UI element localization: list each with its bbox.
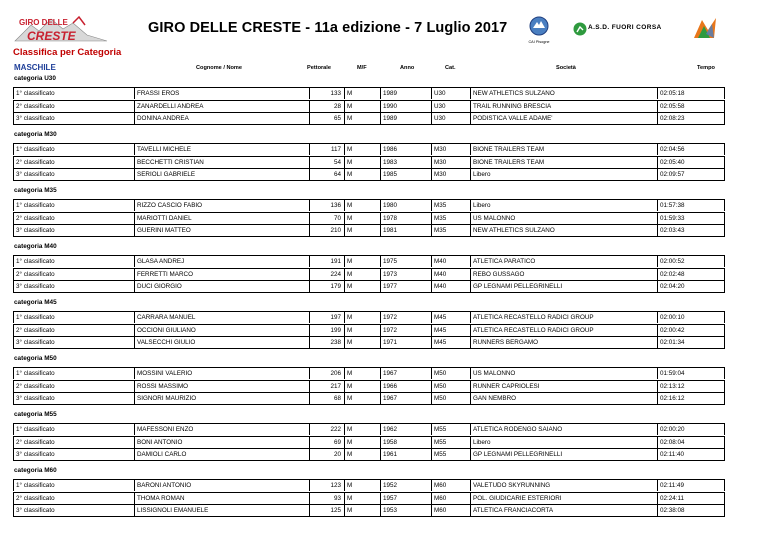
cell-bib: 133 [309,88,344,99]
cell-year: 1957 [380,493,431,504]
cell-name: ROSSI MASSIMO [134,381,309,392]
cell-sex: M [344,325,380,336]
cell-place: 3° classificato [16,171,55,178]
cell-sex: M [344,424,380,435]
header-sex: M/F [357,65,367,71]
cell-time: 02:00:20 [657,424,726,435]
cell-time: 02:13:12 [657,381,726,392]
category-label: categoria M50 [14,355,57,362]
cell-time: 02:05:40 [657,157,726,168]
cell-bib: 238 [309,337,344,348]
cell-sex: M [344,312,380,323]
cell-place: 1° classificato [16,90,55,97]
cell-place: 2° classificato [16,214,55,222]
cell-cat: M45 [431,325,470,336]
cell-bib: 197 [309,312,344,323]
cell-year: 1981 [380,225,431,236]
cell-year: 1978 [380,213,431,224]
cell-place: 1° classificato [16,482,55,489]
logo-text-top: GIRO DELLE [19,18,68,27]
cell-year: 1958 [380,437,431,448]
cell-place: 3° classificato [16,227,55,234]
table-row [13,324,725,336]
table-row [13,143,725,155]
cell-cat: M35 [431,213,470,224]
cell-cat: M40 [431,256,470,267]
section-maschile: MASCHILE [14,63,56,72]
cell-club: TRAIL RUNNING BRESCIA [470,101,657,112]
table-row [13,87,725,99]
cell-club: RUNNERS BERGAMO [470,337,657,348]
cell-name: DAMIOLI CARLO [134,449,309,460]
cell-time: 02:24:11 [657,493,726,504]
cell-name: OCCIONI GIULIANO [134,325,309,336]
cell-name: TAVELLI MICHELE [134,144,309,155]
cell-year: 1972 [380,312,431,323]
cell-bib: 217 [309,381,344,392]
cell-club: BIONE TRAILERS TEAM [470,157,657,168]
cell-place: 2° classificato [16,270,55,278]
table-row [13,392,725,405]
header-bib: Pettorale [307,65,331,71]
cell-place: 2° classificato [16,326,55,334]
cell-year: 1990 [380,101,431,112]
cai-caption: CAI Pisogne [528,40,550,44]
cell-year: 1971 [380,337,431,348]
cell-club: BIONE TRAILERS TEAM [470,144,657,155]
table-row [13,492,725,504]
cell-time: 01:57:38 [657,200,726,211]
cell-name: DUCI GIORGIO [134,281,309,292]
cell-sex: M [344,225,380,236]
cell-club: PODISTICA VALLE ADAME' [470,113,657,124]
cell-cat: M35 [431,200,470,211]
cell-club: NEW ATHLETICS SULZANO [470,225,657,236]
cell-name: MAFESSONI ENZO [134,424,309,435]
table-row [13,436,725,448]
category-label: categoria U30 [14,75,56,82]
cell-bib: 20 [309,449,344,460]
cell-year: 1977 [380,281,431,292]
cell-sex: M [344,169,380,180]
table-row [13,255,725,267]
cell-bib: 125 [309,505,344,516]
cell-year: 1962 [380,424,431,435]
category-label: categoria M35 [14,187,57,194]
table-row [13,504,725,517]
cell-bib: 70 [309,213,344,224]
cell-name: GLASA ANDREJ [134,256,309,267]
cell-club: GAN NEMBRO [470,393,657,404]
cell-sex: M [344,449,380,460]
cell-name: FERRETTI MARCO [134,269,309,280]
cell-club: ATLETICA RECASTELLO RADICI GROUP [470,325,657,336]
cell-time: 02:11:40 [657,449,726,460]
cell-place: 3° classificato [16,283,55,290]
table-row [13,448,725,461]
cell-sex: M [344,157,380,168]
cell-year: 1985 [380,169,431,180]
cell-cat: M45 [431,312,470,323]
cell-year: 1989 [380,113,431,124]
cell-cat: M30 [431,157,470,168]
table-row [13,479,725,491]
table-row [13,212,725,224]
cell-sex: M [344,480,380,491]
page-title: GIRO DELLE CRESTE - 11a edizione - 7 Luglio 2017 [148,20,508,36]
cell-time: 02:03:43 [657,225,726,236]
cell-year: 1961 [380,449,431,460]
cell-cat: U30 [431,113,470,124]
cell-sex: M [344,269,380,280]
cell-place: 2° classificato [16,158,55,166]
event-logo [13,13,109,45]
cell-year: 1975 [380,256,431,267]
table-row [13,423,725,435]
cell-sex: M [344,381,380,392]
header-name: Cognome / Nome [196,65,242,71]
header-year: Anno [400,65,415,71]
cell-name: SERIOLI GABRIELE [134,169,309,180]
cell-sex: M [344,101,380,112]
cell-club: ATLETICA FRANCIACORTA [470,505,657,516]
cell-bib: 136 [309,200,344,211]
cell-cat: M50 [431,368,470,379]
cell-bib: 179 [309,281,344,292]
table-row [13,268,725,280]
cell-name: RIZZO CASCIO FABIO [134,200,309,211]
cell-cat: M30 [431,144,470,155]
cai-logo [526,15,552,45]
cell-place: 2° classificato [16,494,55,502]
cell-cat: M50 [431,381,470,392]
cell-time: 02:01:34 [657,337,726,348]
table-row [13,100,725,112]
header-club: Società [556,65,576,71]
category-label: categoria M45 [14,299,57,306]
category-label: categoria M60 [14,467,57,474]
cell-place: 2° classificato [16,382,55,390]
cell-sex: M [344,505,380,516]
cell-sex: M [344,88,380,99]
cell-bib: 68 [309,393,344,404]
cell-year: 1967 [380,368,431,379]
cell-club: Libero [470,169,657,180]
cell-name: VALSECCHI GIULIO [134,337,309,348]
cell-time: 02:08:23 [657,113,726,124]
cell-year: 1989 [380,88,431,99]
cell-bib: 222 [309,424,344,435]
cell-name: LISSIGNOLI EMANUELE [134,505,309,516]
cell-club: POL. GIUDICARIE ESTERIORI [470,493,657,504]
table-row [13,311,725,323]
category-label: categoria M40 [14,243,57,250]
cell-time: 02:09:57 [657,169,726,180]
cell-bib: 206 [309,368,344,379]
cell-name: CARRARA MANUEL [134,312,309,323]
cell-sex: M [344,281,380,292]
cell-name: THOMA ROMAN [134,493,309,504]
table-row [13,168,725,181]
table-row [13,380,725,392]
cell-time: 02:16:12 [657,393,726,404]
cell-cat: M55 [431,424,470,435]
asd-logo [573,22,671,36]
table-row [13,224,725,237]
cell-cat: M45 [431,337,470,348]
cell-club: RUNNER CAPRIOLESI [470,381,657,392]
cell-year: 1980 [380,200,431,211]
cell-place: 2° classificato [16,438,55,446]
runner-icon [573,22,587,36]
cell-time: 02:08:04 [657,437,726,448]
cell-club: GP LEGNAMI PELLEGRINELLI [470,281,657,292]
cell-sex: M [344,200,380,211]
cell-time: 01:59:33 [657,213,726,224]
cell-cat: M60 [431,505,470,516]
cell-sex: M [344,256,380,267]
cell-club: Libero [470,200,657,211]
cell-cat: M60 [431,480,470,491]
header-time: Tempo [697,65,715,71]
cell-bib: 210 [309,225,344,236]
cell-time: 02:38:08 [657,505,726,516]
cell-cat: U30 [431,88,470,99]
cell-club: US MALONNO [470,213,657,224]
cell-name: BONI ANTONIO [134,437,309,448]
cell-bib: 199 [309,325,344,336]
cell-name: MARIOTTI DANIEL [134,213,309,224]
cell-time: 02:04:20 [657,281,726,292]
cell-sex: M [344,144,380,155]
cell-cat: U30 [431,101,470,112]
cell-place: 3° classificato [16,339,55,346]
cell-sex: M [344,113,380,124]
cell-place: 3° classificato [16,395,55,402]
cell-place: 1° classificato [16,370,55,377]
cell-cat: M60 [431,493,470,504]
cell-cat: M40 [431,281,470,292]
asd-label: A.S.D. FUORI CORSA [588,24,662,31]
cell-year: 1966 [380,381,431,392]
cell-club: REBO GUSSAGO [470,269,657,280]
cell-year: 1952 [380,480,431,491]
cell-time: 02:04:56 [657,144,726,155]
cell-name: BECCHETTI CRISTIAN [134,157,309,168]
cell-year: 1983 [380,157,431,168]
cell-name: GUERINI MATTEO [134,225,309,236]
cell-sex: M [344,437,380,448]
cell-club: VALETUDO SKYRUNNING [470,480,657,491]
cell-place: 1° classificato [16,314,55,321]
category-label: categoria M30 [14,131,57,138]
cell-time: 02:00:52 [657,256,726,267]
cell-sex: M [344,368,380,379]
cell-sex: M [344,493,380,504]
table-row [13,336,725,349]
cell-cat: M55 [431,449,470,460]
table-row [13,199,725,211]
cell-time: 02:00:10 [657,312,726,323]
cell-place: 2° classificato [16,102,55,110]
cell-year: 1972 [380,325,431,336]
table-row [13,112,725,125]
cell-sex: M [344,213,380,224]
cell-place: 1° classificato [16,202,55,209]
cell-place: 3° classificato [16,451,55,458]
cell-year: 1953 [380,505,431,516]
cell-club: ATLETICA RODENGO SAIANO [470,424,657,435]
cell-cat: M30 [431,169,470,180]
cell-bib: 93 [309,493,344,504]
cell-cat: M50 [431,393,470,404]
cell-time: 01:59:04 [657,368,726,379]
cell-name: FRASSI EROS [134,88,309,99]
cell-sex: M [344,337,380,348]
cell-bib: 64 [309,169,344,180]
cell-name: ZANARDELLI ANDREA [134,101,309,112]
cell-club: ATLETICA PARATICO [470,256,657,267]
cell-cat: M40 [431,269,470,280]
cell-club: ATLETICA RECASTELLO RADICI GROUP [470,312,657,323]
cell-name: MOSSINI VALERIO [134,368,309,379]
table-row [13,367,725,379]
cell-cat: M35 [431,225,470,236]
cell-place: 1° classificato [16,146,55,153]
cell-bib: 224 [309,269,344,280]
classification-subtitle: Classifica per Categoria [13,47,122,58]
cell-cat: M55 [431,437,470,448]
cell-time: 02:05:58 [657,101,726,112]
sponsor-logo [692,16,718,42]
cell-year: 1967 [380,393,431,404]
cell-club: GP LEGNAMI PELLEGRINELLI [470,449,657,460]
cell-name: SIGNORI MAURIZIO [134,393,309,404]
cell-name: DONINA ANDREA [134,113,309,124]
cell-place: 3° classificato [16,507,55,514]
cell-name: BARONI ANTONIO [134,480,309,491]
cell-bib: 191 [309,256,344,267]
logo-text-bottom: CRESTE [27,29,76,43]
cell-bib: 65 [309,113,344,124]
cell-year: 1986 [380,144,431,155]
cell-bib: 123 [309,480,344,491]
cell-time: 02:00:42 [657,325,726,336]
cell-time: 02:11:49 [657,480,726,491]
cell-bib: 69 [309,437,344,448]
table-row [13,156,725,168]
cell-club: US MALONNO [470,368,657,379]
cell-year: 1973 [380,269,431,280]
cell-place: 1° classificato [16,258,55,265]
cell-sex: M [344,393,380,404]
table-row [13,280,725,293]
cell-bib: 117 [309,144,344,155]
cell-club: Libero [470,437,657,448]
cell-bib: 28 [309,101,344,112]
cell-place: 3° classificato [16,115,55,122]
cell-club: NEW ATHLETICS SULZANO [470,88,657,99]
header-cat: Cat. [445,65,456,71]
cell-time: 02:02:48 [657,269,726,280]
cell-bib: 54 [309,157,344,168]
cell-time: 02:05:18 [657,88,726,99]
cell-place: 1° classificato [16,426,55,433]
category-label: categoria M55 [14,411,57,418]
